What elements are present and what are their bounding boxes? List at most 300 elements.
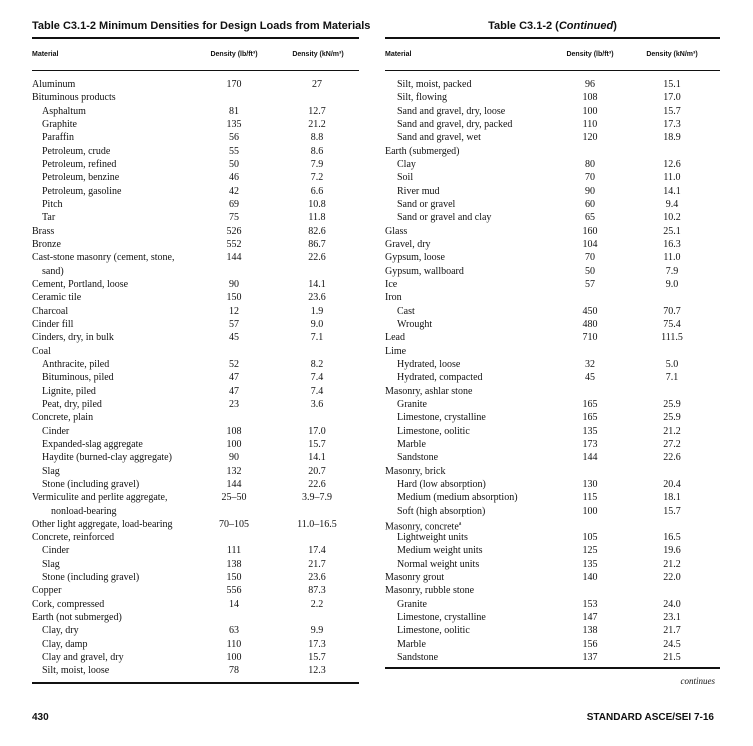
material-cell xyxy=(385,651,438,664)
material-cell xyxy=(385,411,486,424)
material-name: Cast-stone masonry (cement, stone, xyxy=(32,252,175,264)
material-cell xyxy=(385,598,427,611)
material-name: Cement, Portland, loose xyxy=(32,278,129,290)
density-lb-cell: 480 xyxy=(582,318,598,330)
density-lb-cell: 138 xyxy=(582,625,598,637)
header-density-lb: Density (lb/ft³) xyxy=(566,51,614,58)
density-kn-cell: 20.7 xyxy=(308,465,326,477)
table-body xyxy=(385,78,720,664)
density-lb-cell: 125 xyxy=(582,545,598,557)
page-number: 430 xyxy=(32,712,49,723)
density-lb-cell: 100 xyxy=(226,652,242,664)
table-row xyxy=(385,398,720,411)
material-name: Sand and gravel, wet xyxy=(397,132,481,144)
table-row xyxy=(385,518,720,531)
material-cell xyxy=(385,531,468,544)
density-kn-cell: 21.7 xyxy=(663,625,681,637)
table-row xyxy=(385,505,720,518)
material-name: Clay, dry xyxy=(42,625,79,637)
density-lb-cell: 130 xyxy=(582,478,598,490)
title-prefix: Table C3.1-2 ( xyxy=(488,20,559,32)
density-lb-cell: 12 xyxy=(229,305,239,317)
material-name: Brass xyxy=(32,225,55,237)
material-name: Iron xyxy=(385,292,402,304)
header-material: Material xyxy=(32,51,59,58)
material-cell xyxy=(32,265,64,278)
density-kn-cell: 11.0–16.5 xyxy=(297,518,337,530)
density-lb-cell: 120 xyxy=(582,132,598,144)
density-lb-cell: 100 xyxy=(582,505,598,517)
table-row xyxy=(32,91,359,104)
density-lb-cell: 55 xyxy=(229,145,239,157)
material-name: Aluminum xyxy=(32,79,76,90)
table-row xyxy=(32,318,359,331)
material-cell xyxy=(385,398,427,411)
material-name: Granite xyxy=(397,398,427,410)
material-cell xyxy=(32,198,63,211)
density-lb-cell: 90 xyxy=(229,452,239,464)
density-lb-cell: 115 xyxy=(582,492,598,504)
table-row xyxy=(385,571,720,584)
material-name: Lime xyxy=(385,345,407,357)
density-kn-cell: 111.5 xyxy=(661,332,683,344)
header-density-lb: Density (lb/ft³) xyxy=(210,51,258,58)
density-lb-cell: 14 xyxy=(229,598,239,610)
density-kn-cell: 20.4 xyxy=(663,478,681,490)
material-cell xyxy=(385,425,470,438)
material-name: Copper xyxy=(32,585,62,597)
material-cell xyxy=(32,465,60,478)
density-lb-cell: 710 xyxy=(582,332,598,344)
density-kn-cell: 11.8 xyxy=(308,212,326,224)
material-name: Earth (submerged) xyxy=(385,145,460,157)
material-name: Soil xyxy=(397,172,414,184)
material-cell xyxy=(385,318,432,331)
density-kn-cell: 21.2 xyxy=(663,558,681,570)
material-cell xyxy=(32,171,119,184)
material-name: Stone (including gravel) xyxy=(42,572,140,584)
table-row xyxy=(385,171,720,184)
table-row xyxy=(385,358,720,371)
material-cell xyxy=(32,291,81,304)
table-row xyxy=(385,238,720,251)
material-cell xyxy=(385,225,407,238)
material-name: Haydite (burned-clay aggregate) xyxy=(42,452,172,464)
table-row xyxy=(32,251,359,264)
density-lb-cell: 60 xyxy=(585,198,595,210)
material-name: Ceramic tile xyxy=(32,292,82,304)
material-name: Marble xyxy=(397,438,426,450)
material-cell xyxy=(32,398,102,411)
table-row xyxy=(32,398,359,411)
table-row xyxy=(32,624,359,637)
density-lb-cell: 57 xyxy=(585,278,595,290)
density-lb-cell: 23 xyxy=(229,398,239,410)
material-cell xyxy=(385,571,444,584)
density-kn-cell: 2.2 xyxy=(310,598,324,610)
density-lb-cell: 450 xyxy=(582,305,598,317)
density-kn-cell: 27.2 xyxy=(663,438,681,450)
density-kn-cell: 14.1 xyxy=(308,452,326,464)
density-kn-cell: 7.4 xyxy=(310,372,324,384)
material-cell xyxy=(32,145,110,158)
title-continued-word: Continued xyxy=(558,20,614,32)
density-kn-cell: 24.5 xyxy=(663,638,681,650)
table-row xyxy=(32,411,359,424)
table-row xyxy=(385,198,720,211)
material-name: Asphaltum xyxy=(42,105,86,117)
material-name: Silt, moist, packed xyxy=(397,79,472,90)
material-name: Cinder xyxy=(42,425,70,437)
density-kn-cell: 7.1 xyxy=(310,332,324,344)
material-name: Masonry, rubble stone xyxy=(385,585,475,597)
material-cell xyxy=(385,91,447,104)
material-cell xyxy=(32,185,121,198)
material-name: Stone (including gravel) xyxy=(42,478,140,490)
material-cell xyxy=(385,238,431,251)
material-cell xyxy=(32,278,128,291)
density-kn-cell: 16.5 xyxy=(663,532,681,544)
material-name: Gypsum, wallboard xyxy=(385,265,464,277)
density-kn-cell: 14.1 xyxy=(308,278,326,290)
density-lb-cell: 90 xyxy=(585,185,595,197)
material-cell xyxy=(32,544,69,557)
material-name: Limestone, oolitic xyxy=(397,625,470,637)
material-name: Normal weight units xyxy=(397,558,480,570)
material-cell xyxy=(385,305,415,318)
table-row xyxy=(32,171,359,184)
table-row xyxy=(32,598,359,611)
density-lb-cell: 147 xyxy=(582,612,598,624)
material-name: River mud xyxy=(397,185,440,197)
material-cell xyxy=(385,105,505,118)
table-row xyxy=(32,425,359,438)
table-row xyxy=(32,651,359,664)
material-name: Cinders, dry, in bulk xyxy=(32,332,114,344)
table-row xyxy=(32,345,359,358)
density-lb-cell: 47 xyxy=(229,372,239,384)
table-row xyxy=(32,145,359,158)
table-row xyxy=(32,198,359,211)
table-row xyxy=(32,664,359,677)
density-kn-cell: 15.1 xyxy=(663,79,681,90)
material-name: Lead xyxy=(385,332,405,344)
material-cell xyxy=(385,331,405,344)
material-name: Sand and gravel, dry, packed xyxy=(397,118,513,130)
table-row xyxy=(385,371,720,384)
density-kn-cell: 17.3 xyxy=(308,638,326,650)
material-name: Tar xyxy=(42,212,56,224)
material-name: Masonry grout xyxy=(385,572,445,584)
density-kn-cell: 17.4 xyxy=(308,545,326,557)
material-cell xyxy=(385,265,464,278)
material-name: Limestone, crystalline xyxy=(397,412,486,424)
material-cell xyxy=(32,451,172,464)
density-kn-cell: 23.6 xyxy=(308,292,326,304)
density-lb-cell: 100 xyxy=(226,438,242,450)
material-cell xyxy=(32,251,174,264)
material-cell xyxy=(32,664,109,677)
table-row xyxy=(385,131,720,144)
density-kn-cell: 75.4 xyxy=(663,318,681,330)
density-kn-cell: 25.9 xyxy=(663,412,681,424)
density-kn-cell: 17.0 xyxy=(663,92,681,104)
material-cell xyxy=(32,345,51,358)
density-kn-cell: 8.6 xyxy=(310,145,324,157)
table-row xyxy=(385,185,720,198)
table-row xyxy=(32,478,359,491)
density-kn-cell: 22.6 xyxy=(308,478,326,490)
table-row xyxy=(385,211,720,224)
material-cell xyxy=(32,491,168,504)
table-row xyxy=(385,624,720,637)
table-row xyxy=(385,158,720,171)
material-cell xyxy=(32,518,173,531)
density-lb-cell: 80 xyxy=(585,158,595,170)
material-name: Bronze xyxy=(32,238,61,250)
material-name: Concrete, plain xyxy=(32,412,94,424)
material-name: Sand or gravel xyxy=(397,198,456,210)
density-kn-cell: 12.6 xyxy=(663,158,681,170)
density-kn-cell: 27 xyxy=(312,79,322,90)
density-kn-cell: 24.0 xyxy=(663,598,681,610)
density-kn-cell: 15.7 xyxy=(663,105,681,117)
material-cell xyxy=(385,611,486,624)
density-lb-cell: 153 xyxy=(582,598,598,610)
density-lb-cell: 108 xyxy=(582,92,598,104)
material-name: Coal xyxy=(32,345,51,357)
material-name: Hard (low absorption) xyxy=(397,478,486,490)
table-row xyxy=(32,438,359,451)
density-kn-cell: 15.7 xyxy=(308,438,326,450)
material-name: Silt, moist, loose xyxy=(42,665,110,677)
table-row xyxy=(385,465,720,478)
material-name: Cork, compressed xyxy=(32,598,105,610)
table-row xyxy=(32,265,359,278)
material-cell xyxy=(32,531,114,544)
material-cell xyxy=(385,171,413,184)
density-lb-cell: 150 xyxy=(226,292,242,304)
table-row xyxy=(32,131,359,144)
table-row xyxy=(385,118,720,131)
density-lb-cell: 170 xyxy=(226,79,242,90)
density-kn-cell: 7.1 xyxy=(665,372,679,384)
density-kn-cell: 23.1 xyxy=(663,612,681,624)
material-cell xyxy=(385,544,483,557)
density-lb-cell: 144 xyxy=(582,452,598,464)
density-kn-cell: 5.0 xyxy=(665,358,679,370)
density-lb-cell: 165 xyxy=(582,398,598,410)
density-kn-cell: 7.2 xyxy=(310,172,324,184)
table-row xyxy=(385,451,720,464)
table-row xyxy=(385,531,720,544)
table-row xyxy=(385,491,720,504)
density-kn-cell: 15.7 xyxy=(663,505,681,517)
density-kn-cell: 10.2 xyxy=(663,212,681,224)
bottom-rule xyxy=(32,682,359,684)
table-row xyxy=(385,145,720,158)
table-row xyxy=(32,278,359,291)
material-name: Clay and gravel, dry xyxy=(42,652,124,664)
material-name: Peat, dry, piled xyxy=(42,398,102,410)
table-row xyxy=(32,544,359,557)
material-cell xyxy=(385,584,474,597)
material-name: Lignite, piled xyxy=(42,385,96,397)
table-row xyxy=(385,265,720,278)
density-lb-cell: 165 xyxy=(582,412,598,424)
table-row xyxy=(385,438,720,451)
material-name: Pitch xyxy=(42,198,63,210)
table-row xyxy=(32,638,359,651)
table-row xyxy=(32,185,359,198)
material-cell xyxy=(385,211,491,224)
material-name: Wrought xyxy=(397,318,433,330)
density-lb-cell: 42 xyxy=(229,185,239,197)
table-row xyxy=(32,465,359,478)
material-cell xyxy=(385,478,486,491)
density-lb-cell: 56 xyxy=(229,132,239,144)
material-cell xyxy=(32,385,96,398)
header-material: Material xyxy=(385,51,412,58)
density-lb-cell: 135 xyxy=(226,118,242,130)
density-kn-cell: 19.6 xyxy=(663,545,681,557)
density-kn-cell: 23.6 xyxy=(308,572,326,584)
density-lb-cell: 46 xyxy=(229,172,239,184)
density-kn-cell: 21.5 xyxy=(663,652,681,664)
material-cell xyxy=(32,91,116,104)
material-name: Gypsum, loose xyxy=(385,252,445,264)
density-lb-cell: 25–50 xyxy=(221,492,247,504)
table-row xyxy=(385,544,720,557)
table-row xyxy=(32,331,359,344)
table-row xyxy=(32,225,359,238)
density-lb-cell: 57 xyxy=(229,318,239,330)
material-name: Charcoal xyxy=(32,305,69,317)
table-row xyxy=(32,211,359,224)
table-row xyxy=(385,411,720,424)
density-kn-cell: 6.6 xyxy=(310,185,324,197)
material-cell xyxy=(32,238,61,251)
material-cell xyxy=(385,291,402,304)
material-cell xyxy=(32,638,87,651)
density-lb-cell: 104 xyxy=(582,238,598,250)
footnote-marker: a xyxy=(458,520,462,527)
density-lb-cell: 160 xyxy=(582,225,598,237)
material-name: Masonry, concrete xyxy=(385,521,459,533)
material-cell xyxy=(385,358,460,371)
header-rule xyxy=(385,70,720,71)
table-row xyxy=(385,425,720,438)
density-lb-cell: 556 xyxy=(226,585,242,597)
material-cell xyxy=(385,638,426,651)
density-lb-cell: 150 xyxy=(226,572,242,584)
density-lb-cell: 105 xyxy=(582,532,598,544)
density-lb-cell: 70–105 xyxy=(219,518,249,530)
density-lb-cell: 135 xyxy=(582,425,598,437)
density-lb-cell: 156 xyxy=(582,638,598,650)
material-cell xyxy=(385,278,397,291)
density-lb-cell: 81 xyxy=(229,105,239,117)
material-cell xyxy=(385,371,483,384)
material-cell xyxy=(32,478,139,491)
density-kn-cell: 87.3 xyxy=(308,585,326,597)
header-density-kn: Density (kN/m³) xyxy=(646,51,698,58)
density-kn-cell: 9.0 xyxy=(310,318,324,330)
material-name: sand) xyxy=(42,265,64,277)
density-lb-cell: 63 xyxy=(229,625,239,637)
material-name: Other light aggregate, load-bearing xyxy=(32,518,173,530)
table-row xyxy=(32,158,359,171)
table-row xyxy=(385,651,720,664)
material-name: Hydrated, compacted xyxy=(397,372,483,384)
material-name: Cast xyxy=(397,305,415,317)
density-kn-cell: 12.7 xyxy=(308,105,326,117)
table-row xyxy=(32,78,359,91)
table-row xyxy=(385,305,720,318)
material-name: Petroleum, crude xyxy=(42,145,111,157)
material-name: Limestone, crystalline xyxy=(397,612,486,624)
density-lb-cell: 552 xyxy=(226,238,242,250)
material-cell xyxy=(32,78,75,91)
density-kn-cell: 21.2 xyxy=(663,425,681,437)
density-kn-cell: 25.9 xyxy=(663,398,681,410)
material-name: Masonry, brick xyxy=(385,465,446,477)
table-row xyxy=(385,638,720,651)
table-title: Table C3.1-2 Minimum Densities for Design Loads from Materials xyxy=(32,20,371,32)
material-cell xyxy=(32,331,114,344)
material-cell xyxy=(32,624,79,637)
material-cell xyxy=(385,624,470,637)
density-kn-cell: 14.1 xyxy=(663,185,681,197)
table-row xyxy=(385,291,720,304)
material-cell xyxy=(32,584,61,597)
material-name: Sand and gravel, dry, loose xyxy=(397,105,506,117)
density-kn-cell: 21.2 xyxy=(308,118,326,130)
bottom-rule xyxy=(385,667,720,669)
density-kn-cell: 16.3 xyxy=(663,238,681,250)
density-lb-cell: 45 xyxy=(229,332,239,344)
material-name: Clay, damp xyxy=(42,638,88,650)
material-cell xyxy=(32,105,86,118)
density-kn-cell: 21.7 xyxy=(308,558,326,570)
table-row xyxy=(385,385,720,398)
density-kn-cell: 10.8 xyxy=(308,198,326,210)
material-name: Paraffin xyxy=(42,132,75,144)
table-row xyxy=(385,251,720,264)
material-name: Medium (medium absorption) xyxy=(397,492,518,504)
density-lb-cell: 50 xyxy=(229,158,239,170)
material-cell xyxy=(32,438,143,451)
table-title-continued xyxy=(385,20,720,32)
table-row xyxy=(385,318,720,331)
density-lb-cell: 47 xyxy=(229,385,239,397)
material-name: Marble xyxy=(397,638,426,650)
material-name: Sandstone xyxy=(397,652,439,664)
material-cell xyxy=(385,131,481,144)
table-row xyxy=(32,491,359,504)
material-name: Soft (high absorption) xyxy=(397,505,486,517)
header-rule xyxy=(32,70,359,71)
material-name: Bituminous, piled xyxy=(42,372,114,384)
material-name: Petroleum, gasoline xyxy=(42,185,122,197)
material-cell xyxy=(32,571,139,584)
density-lb-cell: 144 xyxy=(226,252,242,264)
density-lb-cell: 137 xyxy=(582,652,598,664)
material-name: Expanded-slag aggregate xyxy=(42,438,143,450)
material-cell xyxy=(385,78,471,91)
material-cell xyxy=(385,198,455,211)
density-lb-cell: 32 xyxy=(585,358,595,370)
